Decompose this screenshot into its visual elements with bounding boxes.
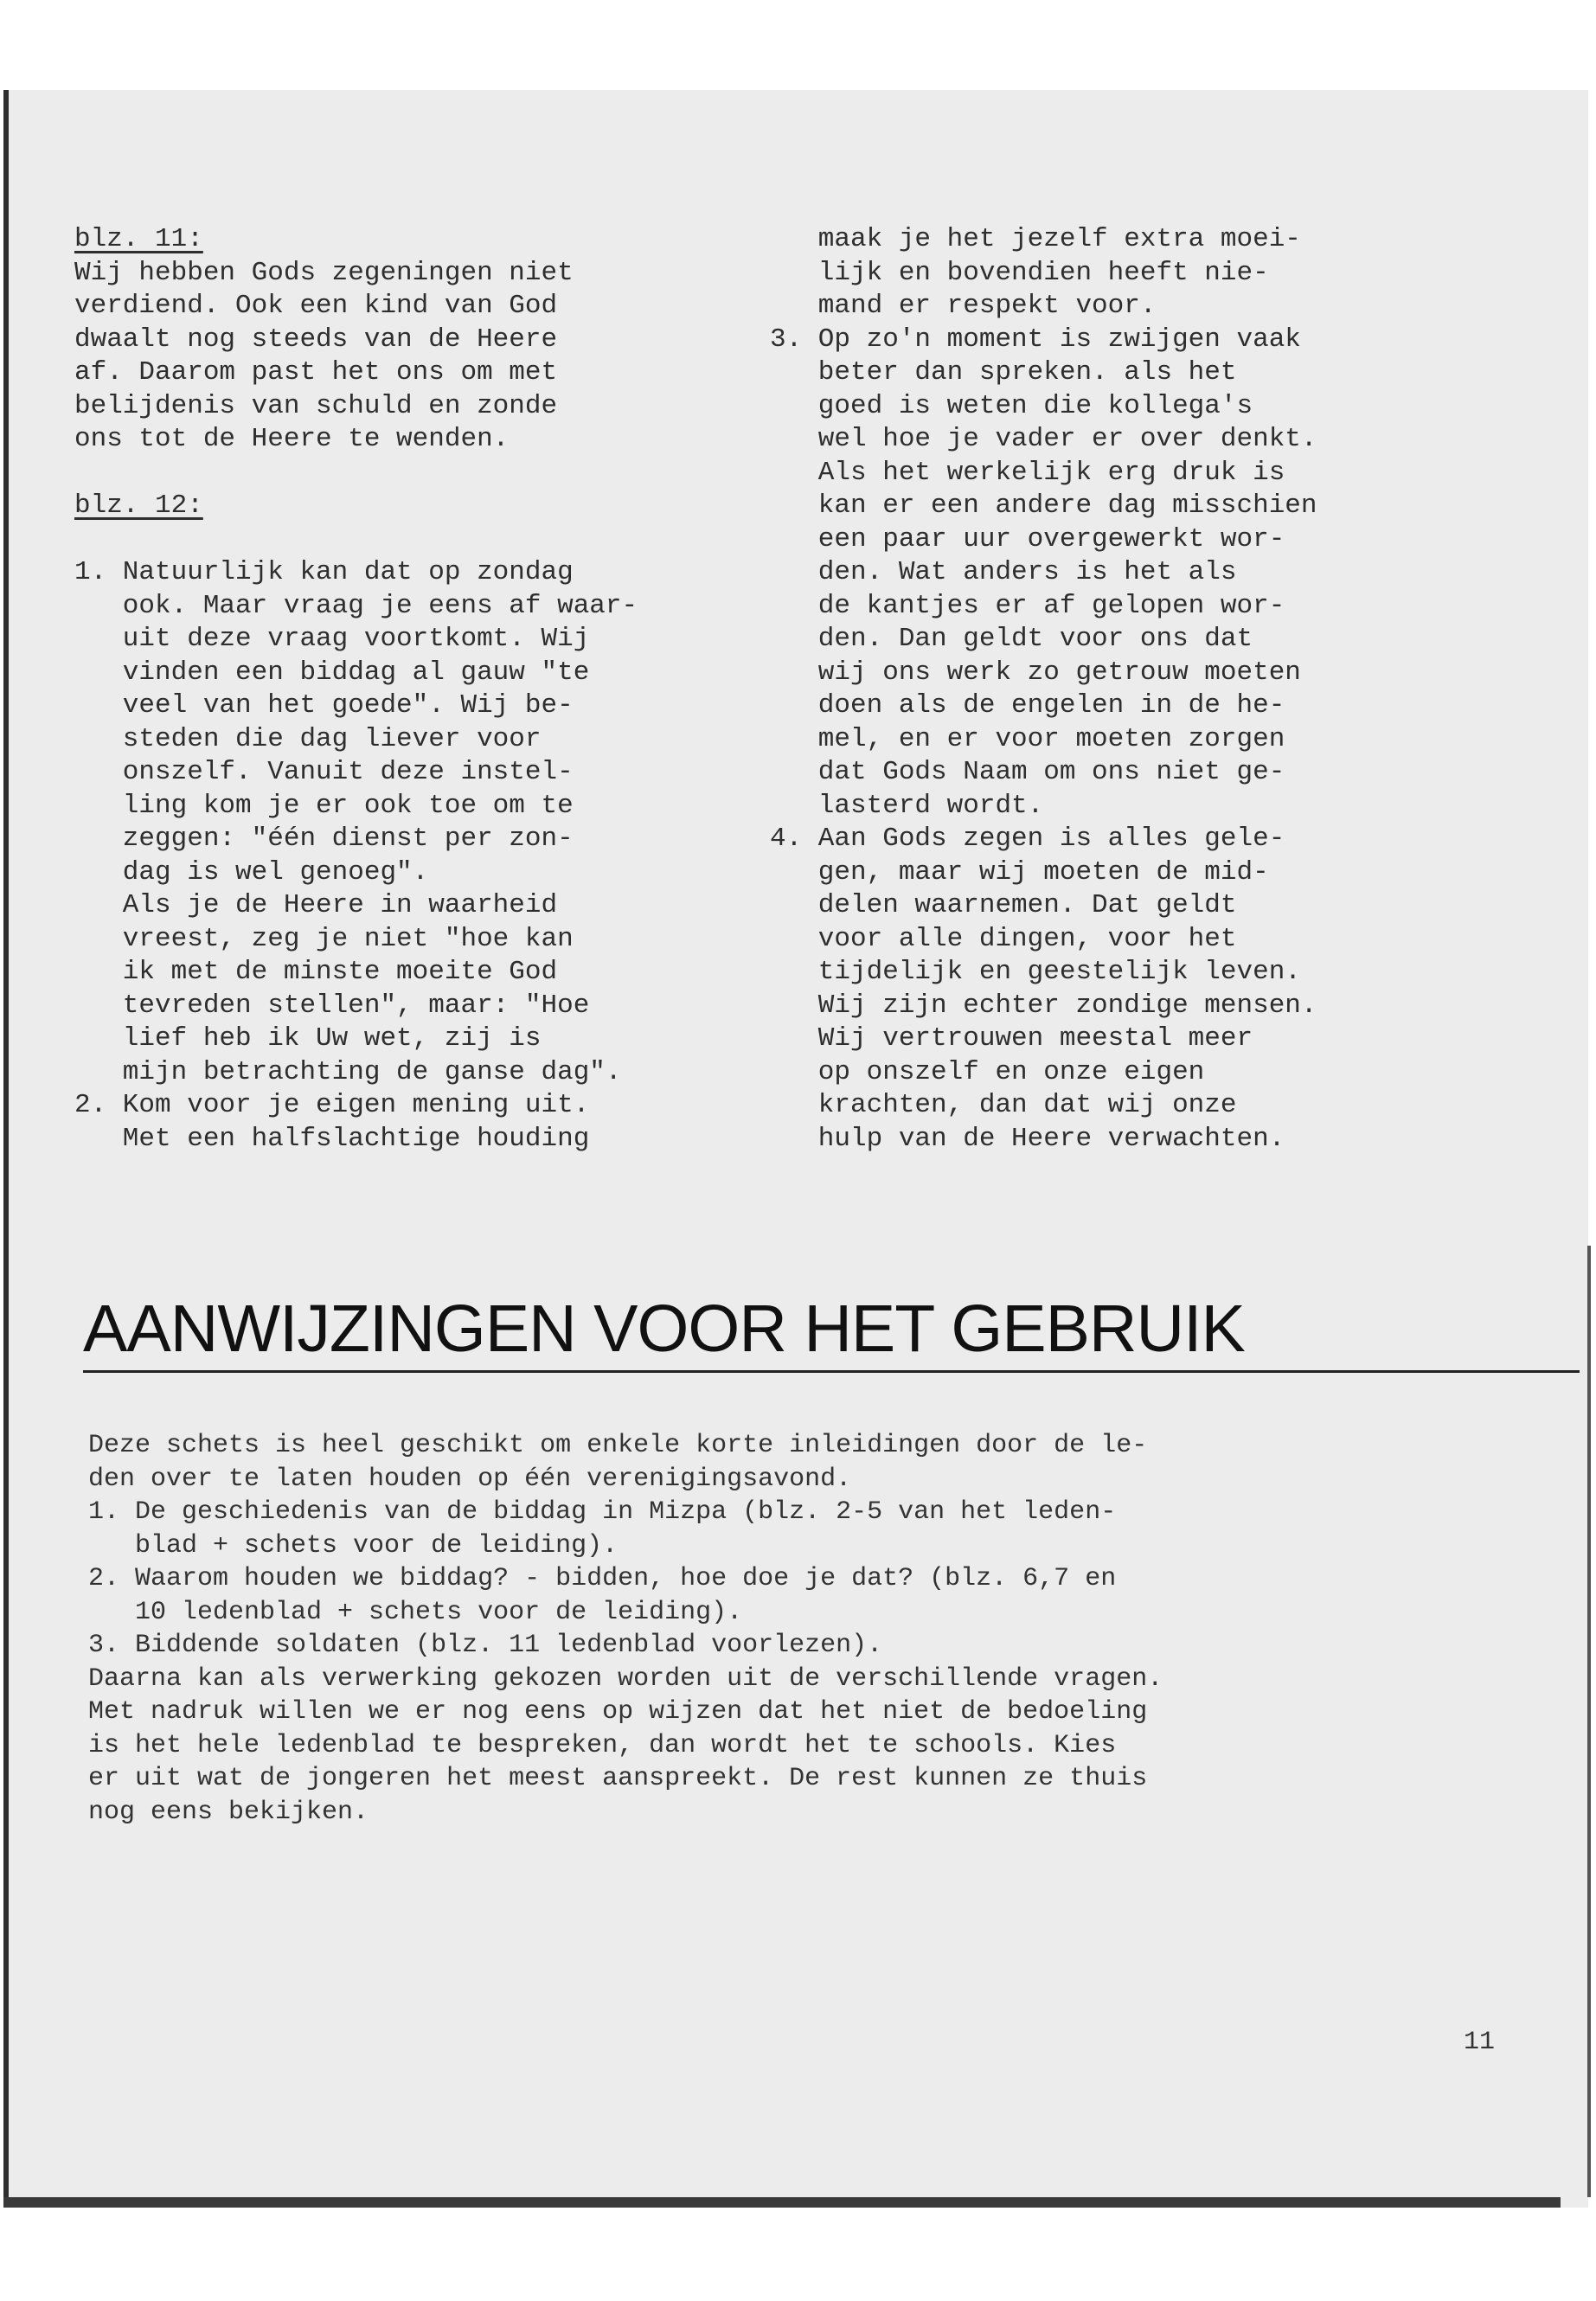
text-line: voor alle dingen, voor het	[770, 923, 1237, 954]
text-line: belijdenis van schuld en zonde	[74, 390, 558, 421]
text-line: nog eens bekijken.	[88, 1797, 369, 1827]
right-text-column	[770, 223, 1317, 1156]
text-line: blz. 12:	[74, 490, 203, 521]
text-line: op onszelf en onze eigen	[770, 1056, 1205, 1087]
text-line: af. Daarom past het ons om met	[74, 357, 558, 388]
text-line: tijdelijk en geestelijk leven.	[770, 957, 1301, 987]
text-line: 2. Kom voor je eigen mening uit.	[74, 1090, 590, 1120]
text-line: Wij hebben Gods zegeningen niet	[74, 257, 574, 288]
text-line: Met nadruk willen we er nog eens op wijzen dat het niet de bedoeling	[88, 1697, 1148, 1727]
text-line: Als je de Heere in waarheid	[74, 890, 558, 920]
text-line	[74, 523, 638, 557]
text-line: den. Wat anders is het als	[770, 557, 1237, 587]
left-text-column	[74, 223, 638, 1156]
text-line: maak je het jezelf extra moei-	[770, 224, 1301, 254]
text-line: is het hele ledenblad te bespreken, dan wordt het te schools. Kies	[88, 1730, 1117, 1760]
text-line: Wij vertrouwen meestal meer	[770, 1023, 1253, 1054]
text-line: Met een halfslachtige houding	[74, 1123, 590, 1154]
text-line: Deze schets is heel geschikt om enkele korte inleidingen door de le-	[88, 1431, 1148, 1460]
text-line: uit deze vraag voortkomt. Wij	[74, 624, 590, 654]
text-line: veel van het goede". Wij be-	[74, 690, 574, 721]
text-line: tevreden stellen", maar: "Hoe	[74, 990, 590, 1021]
text-line: 1. De geschiedenis van de biddag in Mizpa (blz. 2-5 van het leden-	[88, 1497, 1117, 1527]
text-line: dwaalt nog steeds van de Heere	[74, 324, 558, 355]
text-line: mijn betrachting de ganse dag".	[74, 1056, 622, 1087]
text-line: 3. Op zo'n moment is zwijgen vaak	[770, 324, 1301, 355]
text-line: 3. Biddende soldaten (blz. 11 ledenblad voorlezen).	[88, 1631, 883, 1660]
page-bottom-edge	[3, 2197, 1561, 2208]
text-line: steden die dag liever voor	[74, 723, 542, 754]
text-line	[74, 457, 638, 490]
usage-instructions	[88, 1429, 1163, 1829]
text-line: den. Dan geldt voor ons dat	[770, 624, 1253, 654]
text-line: vreest, zeg je niet "hoe kan	[74, 923, 574, 954]
text-line: ons tot de Heere te wenden.	[74, 424, 510, 454]
text-line: vinden een biddag al gauw "te	[74, 657, 590, 688]
text-line: lief heb ik Uw wet, zij is	[74, 1023, 542, 1054]
text-line: beter dan spreken. als het	[770, 357, 1237, 388]
text-line: lijk en bovendien heeft nie-	[770, 257, 1269, 288]
text-line: mel, en er voor moeten zorgen	[770, 723, 1285, 754]
text-line: lasterd wordt.	[770, 790, 1044, 821]
text-line: 1. Natuurlijk kan dat op zondag	[74, 557, 574, 587]
text-line: Daarna kan als verwerking gekozen worden uit de verschillende vragen.	[88, 1663, 1163, 1694]
text-line: ook. Maar vraag je eens af waar-	[74, 590, 638, 621]
text-line: den over te laten houden op één verenigingsavond.	[88, 1464, 852, 1494]
text-line: zeggen: "één dienst per zon-	[74, 824, 574, 854]
text-line: ling kom je er ook toe om te	[74, 790, 574, 821]
text-line: mand er respekt voor.	[770, 291, 1157, 321]
text-line: de kantjes er af gelopen wor-	[770, 590, 1285, 621]
text-line: onszelf. Vanuit deze instel-	[74, 757, 574, 787]
text-line: dag is wel genoeg".	[74, 856, 429, 888]
text-line: er uit wat de jongeren het meest aanspreekt. De rest kunnen ze thuis	[88, 1764, 1148, 1793]
text-line: wel hoe je vader er over denkt.	[770, 424, 1317, 454]
text-line: kan er een andere dag misschien	[770, 490, 1317, 521]
text-line: blz. 11:	[74, 224, 203, 254]
text-line: wij ons werk zo getrouw moeten	[770, 657, 1301, 688]
text-line: dat Gods Naam om ons niet ge-	[770, 757, 1285, 787]
text-line: 4. Aan Gods zegen is alles gele-	[770, 824, 1285, 854]
text-line: hulp van de Heere verwachten.	[770, 1123, 1285, 1154]
text-line: ik met de minste moeite God	[74, 957, 558, 987]
text-line: doen als de engelen in de he-	[770, 690, 1285, 721]
text-line: blad + schets voor de leiding).	[88, 1530, 619, 1561]
text-line: een paar uur overgewerkt wor-	[770, 523, 1285, 554]
text-line: Wij zijn echter zondige mensen.	[770, 990, 1317, 1021]
page-number: 11	[1464, 2028, 1496, 2057]
page-right-edge	[1587, 1246, 1591, 2197]
text-line: verdiend. Ook een kind van God	[74, 291, 558, 321]
text-line: krachten, dan dat wij onze	[770, 1090, 1237, 1120]
text-line: 10 ledenblad + schets voor de leiding).	[88, 1597, 743, 1627]
text-line: gen, maar wij moeten de mid-	[770, 856, 1269, 888]
text-line: goed is weten die kollega's	[770, 390, 1253, 421]
usage-heading: AANWIJZINGEN VOOR HET GEBRUIK	[83, 1291, 1580, 1373]
text-line: delen waarnemen. Dat geldt	[770, 890, 1237, 920]
text-line: Als het werkelijk erg druk is	[770, 457, 1285, 488]
text-line: 2. Waarom houden we biddag? - bidden, hoe doe je dat? (blz. 6,7 en	[88, 1564, 1117, 1593]
